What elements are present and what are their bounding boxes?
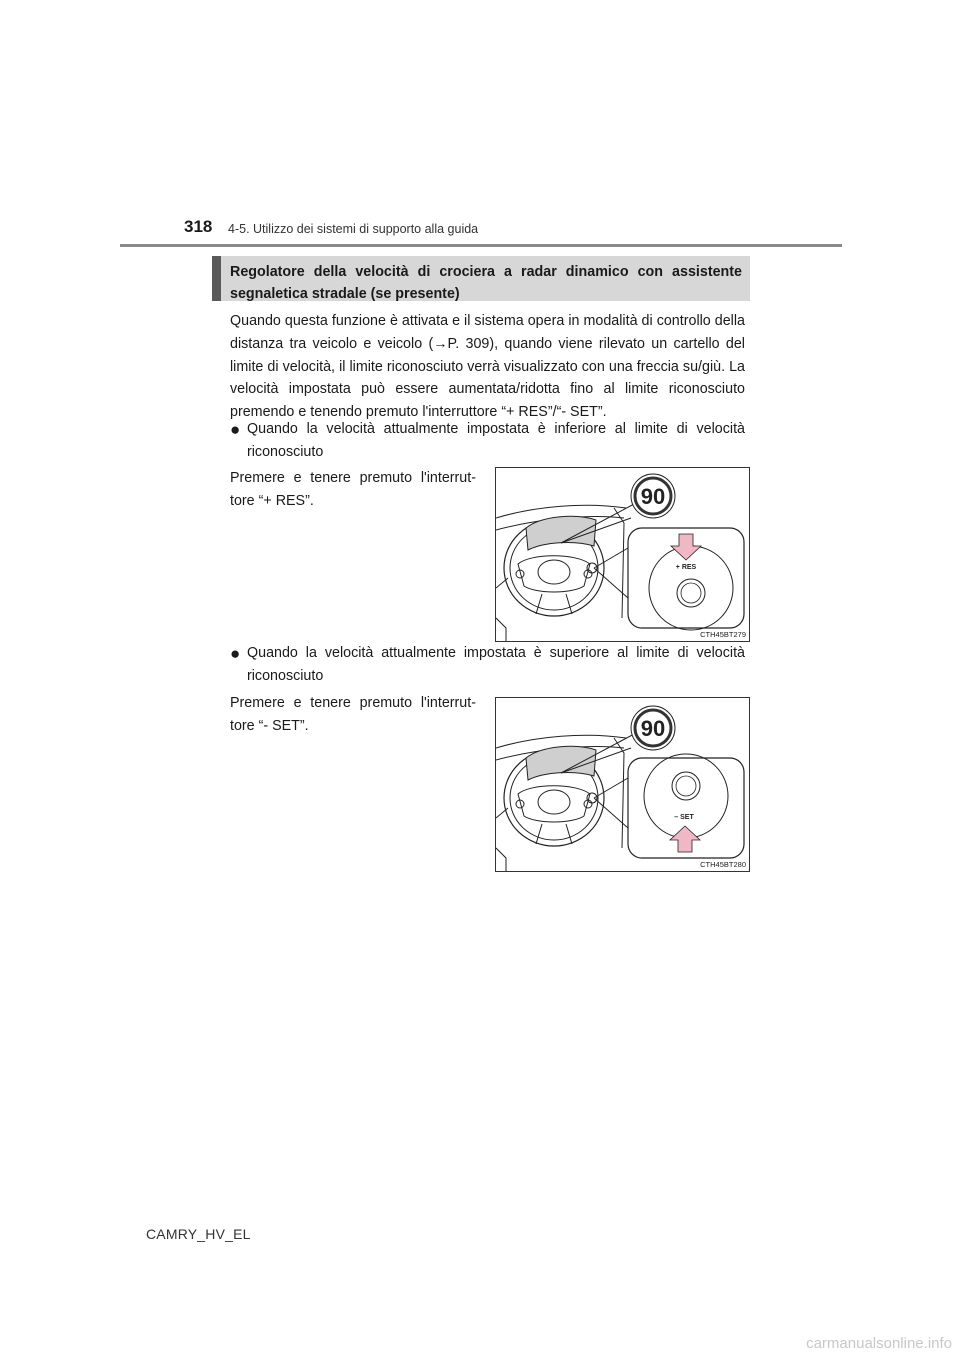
illustration-res	[495, 467, 750, 642]
switch-label: – SET	[674, 814, 694, 821]
condition-item	[230, 642, 745, 688]
steering-wheel-set-illustration	[496, 698, 749, 871]
intro-paragraph: Quando questa funzione è attivata e il sistema opera in modalità di controllo della distanza tra veicolo e veicolo (→P. 309), quando viene rilevato un cartello del limite di velocità, il limite riconosciuto verrà visualizzato con una freccia su/giù. La velocità impostata può essere aumentata/ridotta fino al limite riconosciuto premendo e tenendo premuto l'interruttore “+ RES”/“- SET”.	[230, 313, 745, 421]
speed-sign-value: 90	[640, 716, 666, 741]
speed-sign-value: 90	[640, 484, 666, 509]
switch-label: + RES	[675, 564, 697, 571]
page-number: 318	[184, 217, 213, 236]
chapter-title: 4-5. Utilizzo dei sistemi di supporto alla guida	[228, 222, 479, 236]
condition-item	[230, 418, 745, 464]
watermark: carmanualsonline.info	[806, 1335, 952, 1352]
header-divider	[120, 244, 842, 247]
condition-text: Quando la velocità attualmente impostata è superiore al limite di velocità riconosciuto	[247, 645, 745, 684]
bullet-icon: ●	[230, 420, 241, 439]
instruction-text: Premere e tenere premuto l'interruttore “- SET”.	[230, 695, 476, 734]
instruction-text: Premere e tenere premuto l'interruttore “+ RES”.	[230, 470, 476, 509]
footer-model: CAMRY_HV_EL	[146, 1226, 251, 1242]
condition-text: Quando la velocità attualmente impostata è inferiore al limite di velocità riconosciuto	[247, 421, 745, 460]
bullet-icon: ●	[230, 644, 241, 663]
section-heading	[212, 256, 750, 301]
steering-wheel-res-illustration	[496, 468, 749, 641]
figure-code: CTH45BT280	[700, 860, 746, 869]
section-title: Regolatore della velocità di crociera a radar dinamico con assistente segnaletica stradale (se presente)	[230, 264, 742, 302]
illustration-set	[495, 697, 750, 872]
figure-code: CTH45BT279	[700, 630, 746, 639]
